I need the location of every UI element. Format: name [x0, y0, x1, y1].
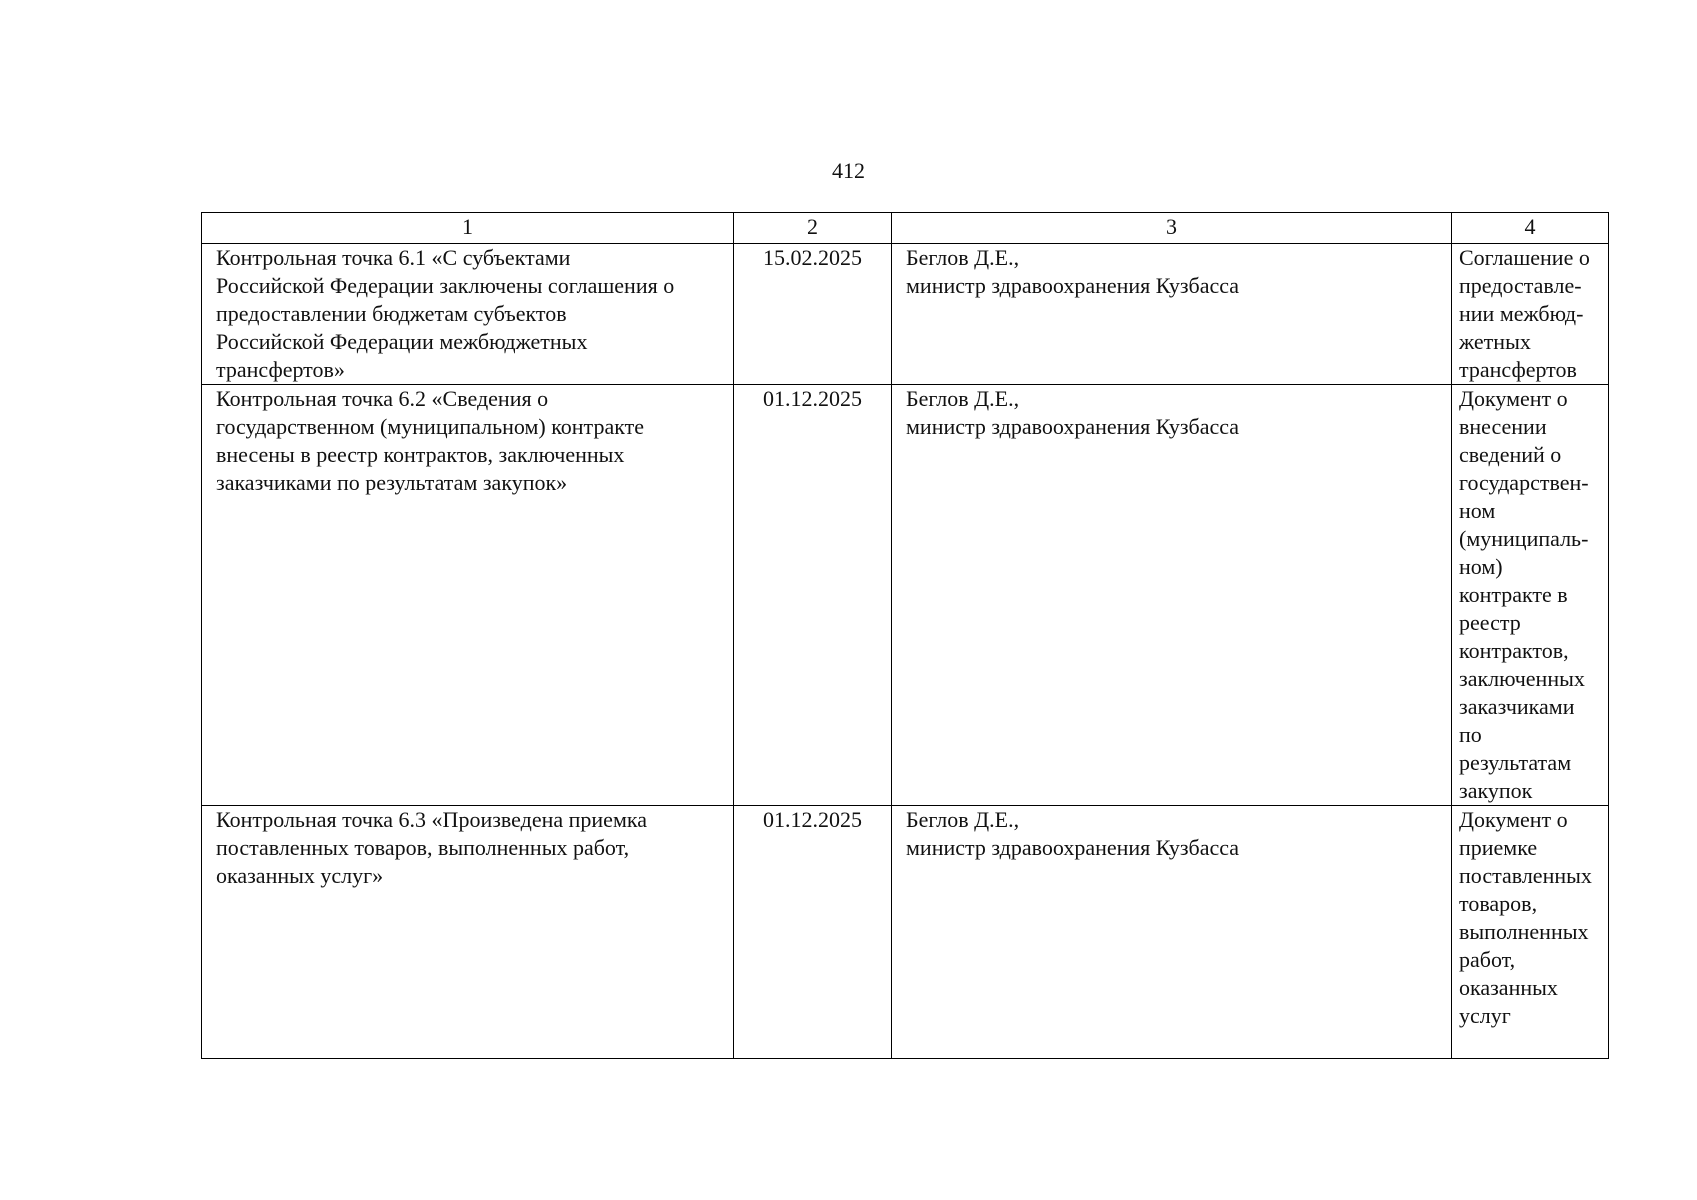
text-line: нии межбюд-: [1459, 301, 1584, 326]
column-header-3: 3: [892, 213, 1452, 244]
text-line: государственном (муниципальном) контракте: [216, 414, 644, 439]
text-line: Беглов Д.Е.,: [906, 807, 1020, 832]
text-line: ном): [1459, 554, 1503, 579]
control-points-table: [201, 212, 1609, 1059]
text-line: трансфертов»: [216, 357, 345, 382]
control-point-description: [202, 385, 734, 806]
text-line: ном: [1459, 498, 1496, 523]
text-line: по: [1459, 722, 1482, 747]
text-line: товаров,: [1459, 891, 1538, 916]
text-line: предоставлении бюджетам субъектов: [216, 301, 567, 326]
text-line: министр здравоохранения Кузбасса: [906, 414, 1240, 439]
text-line: министр здравоохранения Кузбасса: [906, 835, 1240, 860]
text-line: Соглашение о: [1459, 245, 1590, 270]
deadline-date: 01.12.2025: [734, 385, 892, 806]
text-line: заказчиками по результатам закупок»: [216, 470, 568, 495]
text-line: Контрольная точка 6.1 «С субъектами: [216, 245, 571, 270]
text-line: Документ о: [1459, 386, 1568, 411]
column-header-2: 2: [734, 213, 892, 244]
text-line: результатам: [1459, 750, 1572, 775]
column-header-4: 4: [1452, 213, 1609, 244]
result-document: [1452, 385, 1609, 806]
control-point-description: [202, 806, 734, 1059]
text-line: заключенных: [1459, 666, 1585, 691]
text-line: (муниципаль-: [1459, 526, 1589, 551]
text-line: приемке: [1459, 835, 1538, 860]
text-line: Российской Федерации межбюджетных: [216, 329, 588, 354]
text-line: заказчиками: [1459, 694, 1575, 719]
table-row: [202, 806, 1609, 1059]
text-line: министр здравоохранения Кузбасса: [906, 273, 1240, 298]
column-header-1: 1: [202, 213, 734, 244]
text-line: выполненных: [1459, 919, 1589, 944]
text-line: Документ о: [1459, 807, 1568, 832]
text-line: оказанных: [1459, 975, 1558, 1000]
text-line: услуг: [1459, 1003, 1511, 1028]
text-line: Беглов Д.Е.,: [906, 386, 1020, 411]
text-line: Российской Федерации заключены соглашения о: [216, 273, 675, 298]
text-line: жетных: [1459, 329, 1531, 354]
text-line: внесении: [1459, 414, 1547, 439]
text-line: трансфертов: [1459, 357, 1577, 382]
responsible-person: [892, 244, 1452, 385]
deadline-date: 15.02.2025: [734, 244, 892, 385]
text-line: Контрольная точка 6.2 «Сведения о: [216, 386, 549, 411]
page-number: 412: [832, 158, 865, 183]
text-line: поставленных: [1459, 863, 1592, 888]
text-line: оказанных услуг»: [216, 863, 384, 888]
text-line: поставленных товаров, выполненных работ,: [216, 835, 630, 860]
table-header-row: [202, 213, 1609, 244]
responsible-person: [892, 385, 1452, 806]
control-point-description: [202, 244, 734, 385]
text-line: Беглов Д.Е.,: [906, 245, 1020, 270]
text-line: реестр: [1459, 610, 1521, 635]
text-line: контрактов,: [1459, 638, 1569, 663]
result-document: [1452, 806, 1609, 1059]
text-line: работ,: [1459, 947, 1516, 972]
table-row: [202, 244, 1609, 385]
responsible-person: [892, 806, 1452, 1059]
text-line: предоставле-: [1459, 273, 1582, 298]
text-line: сведений о: [1459, 442, 1562, 467]
result-document: [1452, 244, 1609, 385]
text-line: Контрольная точка 6.3 «Произведена приемка: [216, 807, 647, 832]
text-line: контракте в: [1459, 582, 1568, 607]
table-row: [202, 385, 1609, 806]
text-line: внесены в реестр контрактов, заключенных: [216, 442, 625, 467]
deadline-date: 01.12.2025: [734, 806, 892, 1059]
text-line: государствен-: [1459, 470, 1589, 495]
text-line: закупок: [1459, 778, 1533, 803]
